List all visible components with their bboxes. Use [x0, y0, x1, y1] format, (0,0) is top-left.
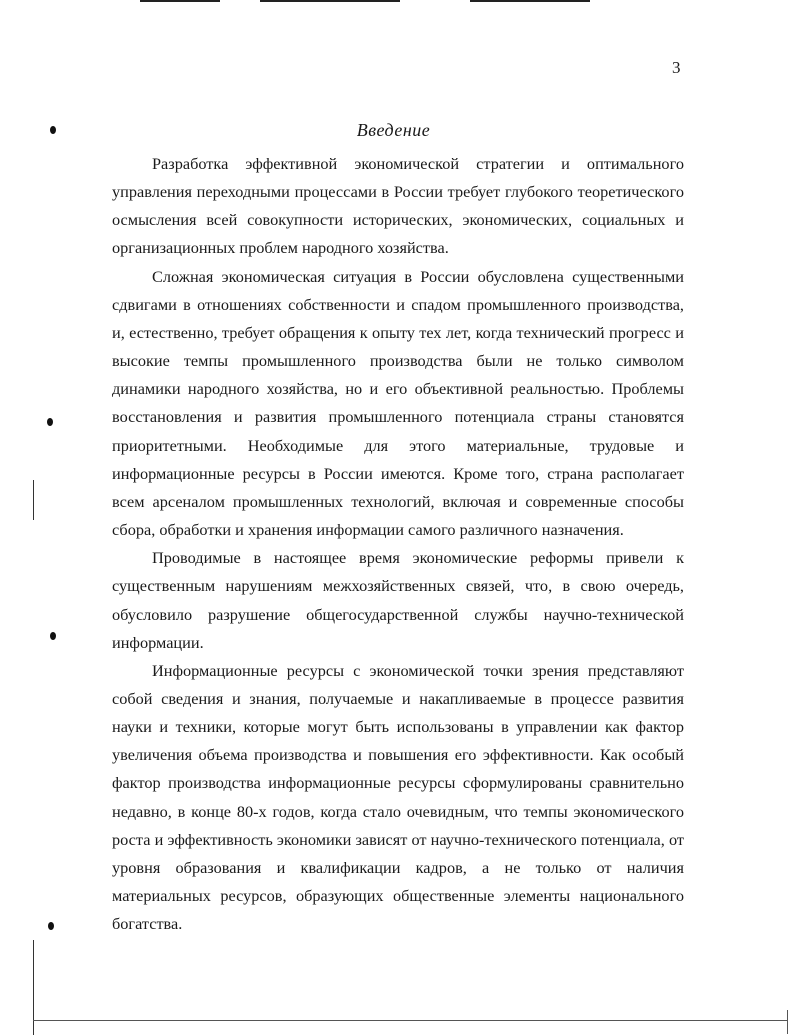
- paragraph: Информационные ресурсы с экономической точки зрения представляют собой сведения и знания, получаемые и накапливаемые в процессе развития науки и техники, которые могут быть использованы в управлении как фактор увеличения объема производства и повышения его эффективности. Как особый фактор производства информационные ресурсы сформулированы сравнительно недавно, в конце 80-х годов, когда стало очевидным, что темпы экономического роста и эффективность экономики зависят от научно-технического потенциала, от уровня образования и квалификации кадров, а не только от наличия материальных ресурсов, образующих общественные элементы национального богатства.: [112, 660, 684, 934]
- punch-hole-mark: [50, 632, 56, 640]
- section-heading: [0, 120, 799, 141]
- punch-hole-mark: [50, 126, 56, 134]
- top-edge-mark: [470, 0, 590, 2]
- punch-hole-mark: [48, 922, 54, 930]
- paragraph: Сложная экономическая ситуация в России обусловлена существенными сдвигами в отношениях собственности и спадом промышленного производства, и, естественно, требует обращения к опыту тех лет, когда технический прогресс и высокие темпы промышленного производства были не только символом динамики народного хозяйства, но и его объективной реальностью. Проблемы восстановления и развития промышленного потенциала страны становятся приоритетными. Необходимые для этого материальные, трудовые и информационные ресурсы в России имеются. Кроме того, страна располагает всем арсеналом промышленных технологий, включая и современные способы сбора, обработки и хранения информации самого различного назначения.: [112, 266, 684, 540]
- paragraph: Проводимые в настоящее время экономические реформы привели к существенным нарушениям межхозяйственных связей, что, в свою очередь, обусловило разрушение общегосударственной службы научно-технической информации.: [112, 548, 684, 652]
- punch-hole-mark: [47, 418, 53, 426]
- margin-line: [33, 480, 34, 520]
- page-number: 3: [672, 58, 681, 77]
- top-edge-mark: [140, 0, 220, 2]
- top-edge-mark: [260, 0, 400, 2]
- paragraph: Разработка эффективной экономической стратегии и оптимального управления переходными процессами в России требует глубокого теоретического осмысления всей совокупности исторических, экономических, социальных и организационных проблем народного хозяйства.: [112, 154, 684, 258]
- right-edge-line: [787, 1010, 788, 1034]
- bottom-edge-line: [33, 1020, 788, 1021]
- section-heading-text: Введение: [356, 120, 431, 140]
- body-text: [112, 150, 684, 938]
